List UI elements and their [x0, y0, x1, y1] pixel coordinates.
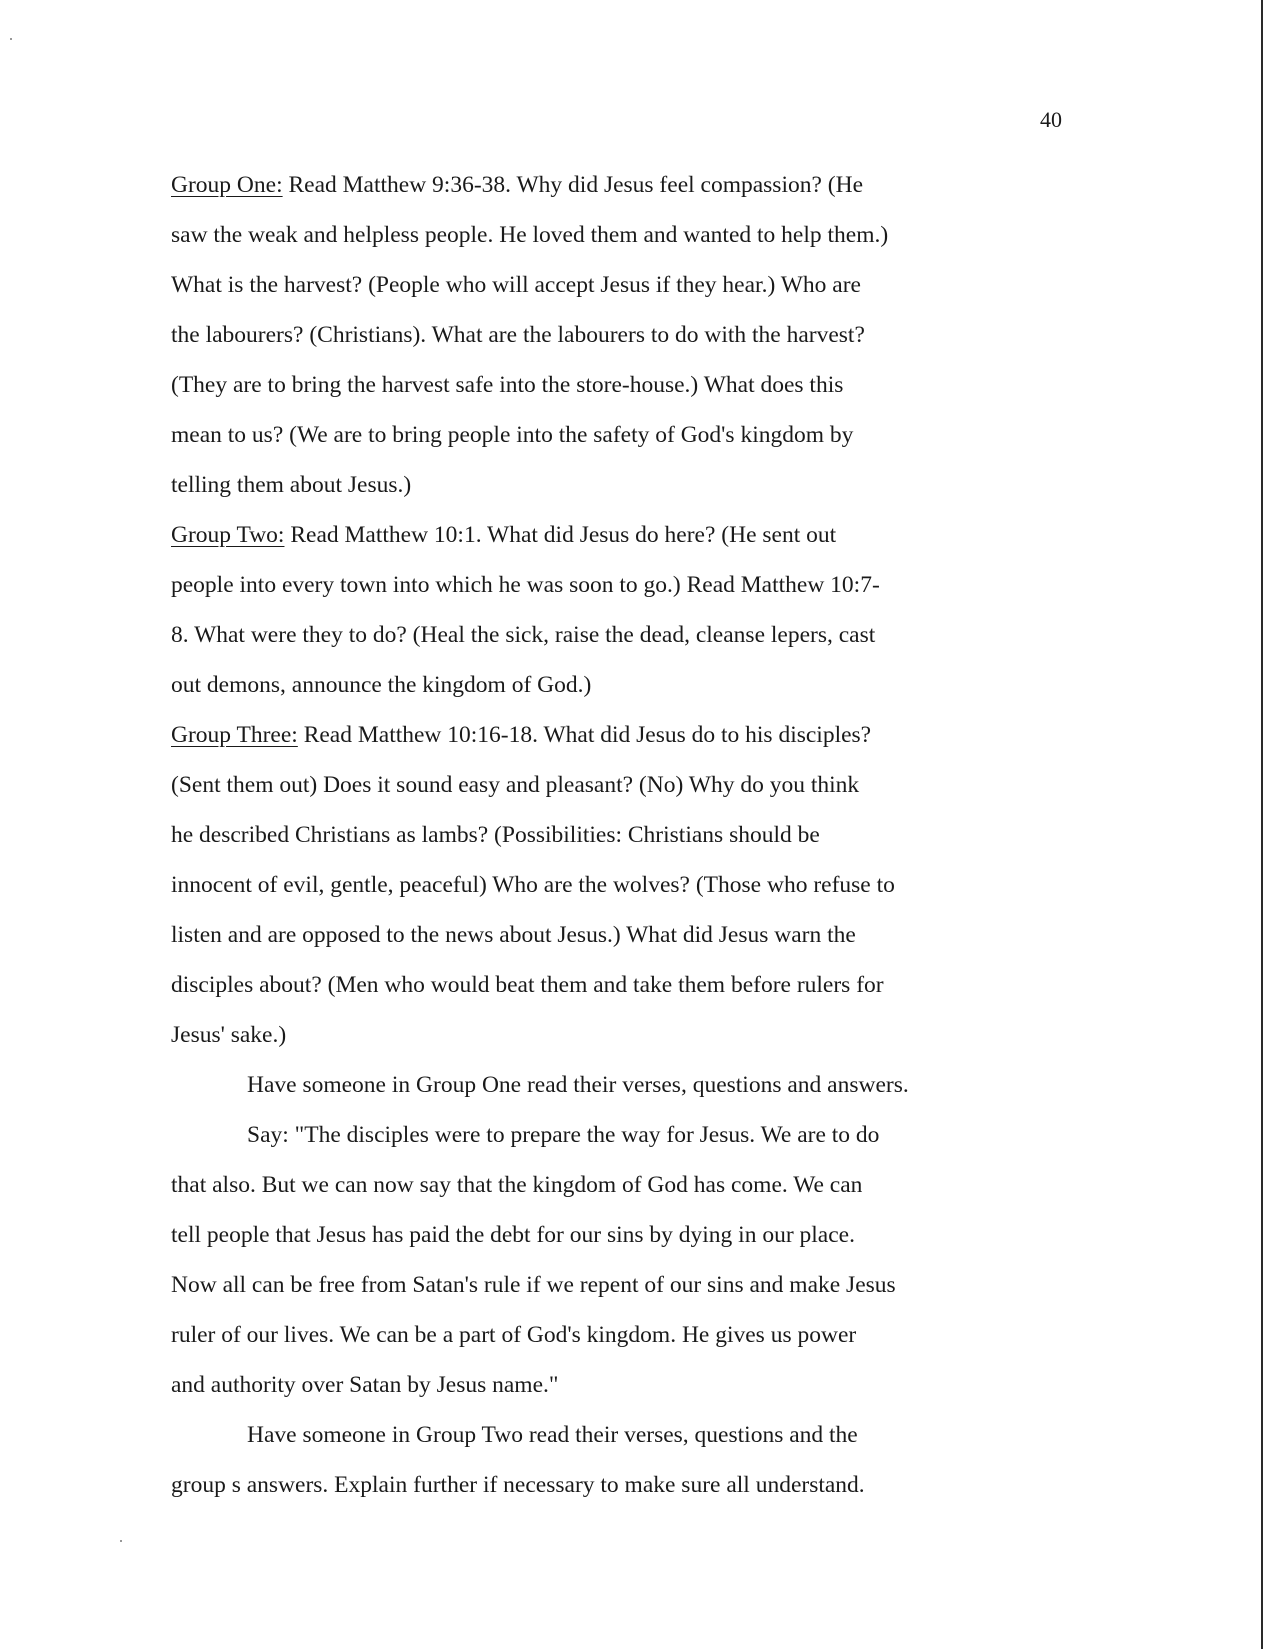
text-line: Have someone in Group Two read their verses, questions and the: [247, 1422, 858, 1448]
text-line: Say: "The disciples were to prepare the way for Jesus. We are to do: [247, 1122, 880, 1148]
group-three-block: [171, 710, 1086, 1060]
text-line: that also. But we can now say that the kingdom of God has come. We can: [171, 1172, 863, 1198]
text-line: 8. What were they to do? (Heal the sick, raise the dead, cleanse lepers, cast: [171, 622, 876, 648]
group-one-block: [171, 160, 1086, 510]
paragraph-say: [171, 1110, 1086, 1410]
text-line: [171, 160, 1086, 210]
text-line: innocent of evil, gentle, peaceful) Who are the wolves? (Those who refuse to: [171, 872, 895, 898]
text-line: group s answers. Explain further if necessary to make sure all understand.: [171, 1472, 865, 1498]
text-line: Have someone in Group One read their verses, questions and answers.: [247, 1072, 909, 1098]
group-two-label: Group Two:: [171, 522, 285, 548]
text-line: and authority over Satan by Jesus name.": [171, 1372, 559, 1398]
text-run: Read Matthew 10:16-18. What did Jesus do to his disciples?: [297, 722, 872, 748]
text-line: he described Christians as lambs? (Possibilities: Christians should be: [171, 822, 820, 848]
page-number: 40: [1040, 107, 1062, 132]
paragraph-group-two-reading: [171, 1410, 1086, 1510]
text-line: (They are to bring the harvest safe into the store-house.) What does this: [171, 372, 844, 398]
text-line: listen and are opposed to the news about Jesus.) What did Jesus warn the: [171, 922, 856, 948]
text-line: the labourers? (Christians). What are the labourers to do with the harvest?: [171, 322, 865, 348]
paragraph-group-one-reading: [171, 1060, 1086, 1110]
text-line: What is the harvest? (People who will accept Jesus if they hear.) Who are: [171, 272, 861, 298]
document-body: [171, 160, 1086, 1510]
text-line: tell people that Jesus has paid the debt for our sins by dying in our place.: [171, 1222, 855, 1248]
text-line: [171, 510, 1086, 560]
scan-speck: [120, 1540, 122, 1542]
text-line: telling them about Jesus.): [171, 472, 412, 498]
text-line: mean to us? (We are to bring people into the safety of God's kingdom by: [171, 422, 854, 448]
text-line: disciples about? (Men who would beat them and take them before rulers for: [171, 972, 884, 998]
group-three-label: Group Three:: [171, 722, 298, 748]
text-line: Now all can be free from Satan's rule if we repent of our sins and make Jesus: [171, 1272, 896, 1298]
text-line: out demons, announce the kingdom of God.): [171, 672, 592, 698]
text-run: Read Matthew 10:1. What did Jesus do here? (He sent out: [284, 522, 837, 548]
group-two-block: [171, 510, 1086, 710]
text-line: saw the weak and helpless people. He loved them and wanted to help them.): [171, 222, 889, 248]
text-line: (Sent them out) Does it sound easy and pleasant? (No) Why do you think: [171, 772, 860, 798]
text-line: ruler of our lives. We can be a part of God's kingdom. He gives us power: [171, 1322, 857, 1348]
text-line: [171, 710, 1086, 760]
group-one-label: Group One:: [171, 172, 283, 198]
scan-speck: [10, 38, 12, 40]
text-line: people into every town into which he was soon to go.) Read Matthew 10:7-: [171, 572, 880, 598]
text-line: Jesus' sake.): [171, 1022, 287, 1048]
text-run: Read Matthew 9:36-38. Why did Jesus feel compassion? (He: [282, 172, 864, 198]
page-edge-shadow: [1261, 0, 1263, 1649]
